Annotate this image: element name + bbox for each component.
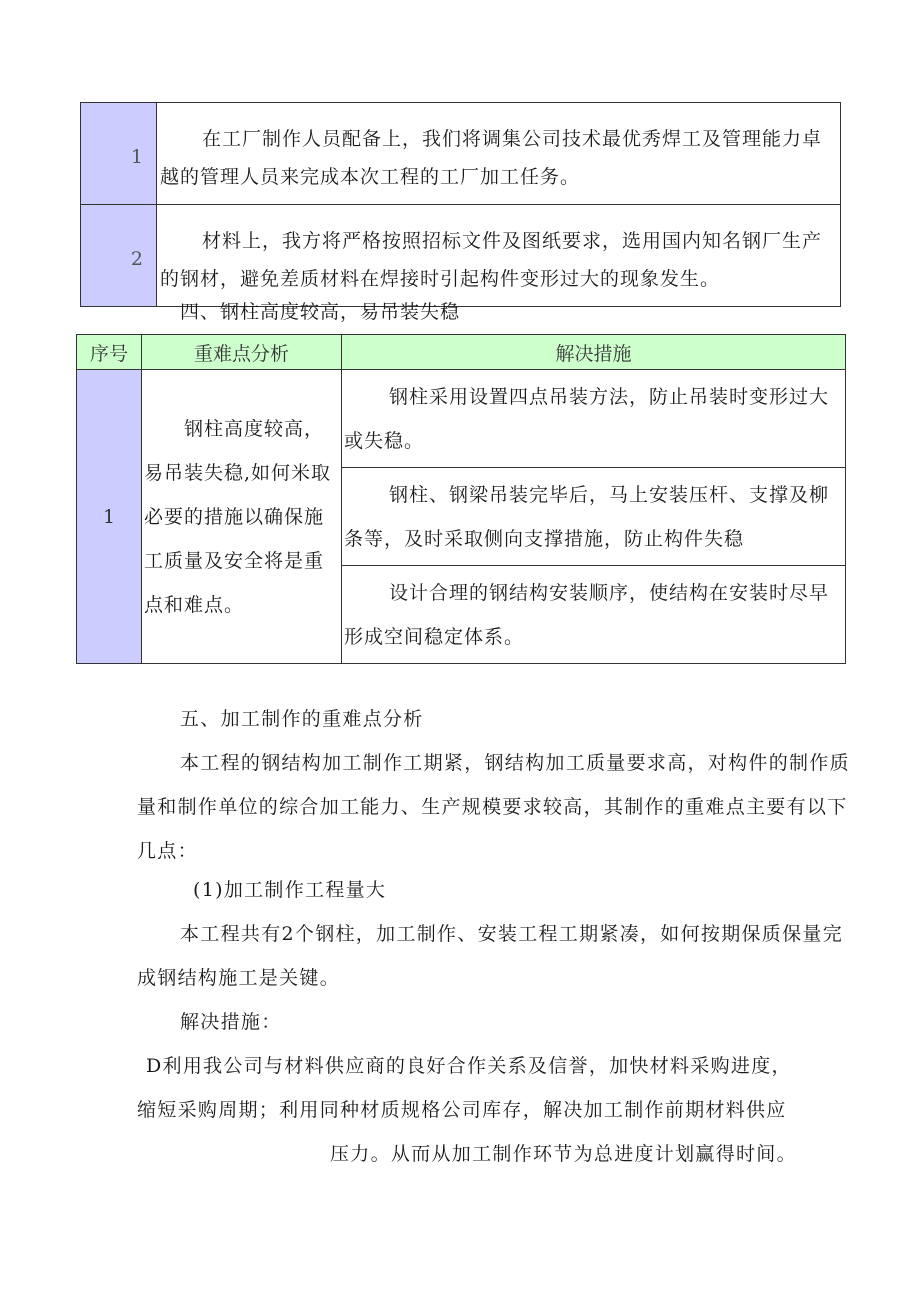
row-text-content: 在工厂制作人员配备上，我们将调集公司技术最优秀焊工及管理能力卓越的管理人员来完成本次工程的工厂加工任务。: [160, 127, 823, 188]
row-number: 1: [81, 103, 157, 205]
table-header-row: [77, 335, 846, 370]
seq-cell: 1: [77, 370, 142, 664]
analysis-text: 钢柱高度较高，易吊装失稳,如何米取必要的措施以确保施工质量及安全将是重点和难点。: [144, 417, 332, 616]
row-text-content: 材料上，我方将严格按照招标文件及图纸要求，选用国内知名钢厂生产的钢材，避免差质材料在焊接时引起构件变形过大的现象发生。: [160, 229, 823, 290]
table-row: [81, 103, 841, 205]
header-seq: 序号: [77, 335, 142, 370]
table-row: [81, 205, 841, 307]
analysis-cell: [142, 370, 342, 664]
measures-table-top: [80, 102, 841, 307]
solution-line-1: D利用我公司与材料供应商的良好合作关系及信誉，加快材料采购进度，: [146, 1055, 792, 1077]
row-text: [157, 103, 841, 205]
subsection-1-text: 本工程共有2个钢柱，加工制作、安装工程工期紧凑，如何按期保质保量完成钢结构施工是关键。: [137, 923, 843, 989]
solution-line-3: 压力。从而从加工制作环节为总进度计划赢得时间。: [330, 1143, 797, 1165]
solution-label: 解决措施：: [180, 1011, 282, 1033]
row-text: [157, 205, 841, 307]
section-5-intro: 本工程的钢结构加工制作工期紧，钢结构加工质量要求高，对构件的制作质量和制作单位的综合加工能力、生产规模要求较高，其制作的重难点主要有以下几点：: [137, 752, 850, 862]
row-number: 2: [81, 205, 157, 307]
measure-text: 钢柱、钢梁吊装完毕后，马上安装压杆、支撑及柳条等，及时采取侧向支撑措施，防止构件失稳: [344, 483, 830, 550]
measure-text: 设计合理的钢结构安装顺序，使结构在安装时尽早形成空间稳定体系。: [344, 581, 830, 648]
section-4-heading: 四、钢柱高度较高，易吊装失稳: [180, 301, 461, 323]
header-measures: 解决措施: [342, 335, 846, 370]
difficulty-table: [76, 334, 846, 664]
measure-text: 钢柱采用设置四点吊装方法，防止吊装时变形过大或失稳。: [344, 385, 830, 452]
measure-cell: [342, 370, 846, 468]
table-row: [77, 370, 846, 468]
header-analysis: 重难点分析: [142, 335, 342, 370]
measure-cell: [342, 566, 846, 664]
measure-cell: [342, 468, 846, 566]
solution-line-2: 缩短采购周期；利用同种材质规格公司库存，解决加工制作前期材料供应: [137, 1099, 787, 1121]
subsection-1-title: (1)加工制作工程量大: [193, 879, 387, 901]
section-5-heading: 五、加工制作的重难点分析: [180, 708, 424, 730]
